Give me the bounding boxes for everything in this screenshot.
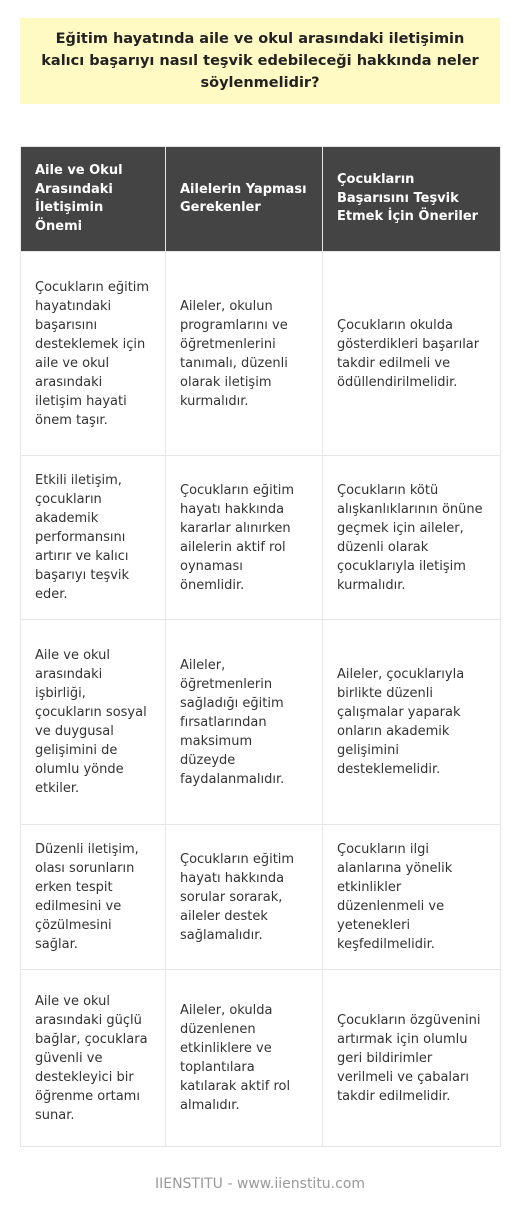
table-row <box>21 970 501 1147</box>
table-cell: Çocukların kötü alışkanlıklarının önüne geçmek için aileler, düzenli olarak çocuklarıyla iletişim kurmalıdır. <box>323 456 501 620</box>
table-cell: Çocukların eğitim hayatındaki başarısını desteklemek için aile ve okul arasındaki iletişim hayati önem taşır. <box>21 252 166 456</box>
table-cell: Aileler, öğretmenlerin sağladığı eğitim fırsatlarından maksimum düzeyde faydalanmalıdır. <box>166 620 323 825</box>
table-cell: Aileler, okulun programlarını ve öğretmenlerini tanımalı, düzenli olarak iletişim kurmalıdır. <box>166 252 323 456</box>
page-title: Eğitim hayatında aile ve okul arasındaki iletişimin kalıcı başarıyı nasıl teşvik edebileceği hakkında neler söylenmelidir? <box>41 31 479 91</box>
info-table <box>20 146 501 1147</box>
table-cell: Etkili iletişim, çocukların akademik performansını artırır ve kalıcı başarıyı teşvik eder. <box>21 456 166 620</box>
title-banner <box>20 18 500 104</box>
column-header-suggestions: Çocukların Başarısını Teşvik Etmek İçin Öneriler <box>323 147 501 252</box>
table-cell: Çocukların ilgi alanlarına yönelik etkinlikler düzenlenmeli ve yetenekleri keşfedilmelidir. <box>323 825 501 970</box>
table-row <box>21 252 501 456</box>
table-cell: Aileler, çocuklarıyla birlikte düzenli çalışmalar yaparak onların akademik gelişimini desteklemelidir. <box>323 620 501 825</box>
column-header-family-duties: Ailelerin Yapması Gerekenler <box>166 147 323 252</box>
table-cell: Aileler, okulda düzenlenen etkinliklere ve toplantılara katılarak aktif rol almalıdır. <box>166 970 323 1147</box>
column-header-importance: Aile ve Okul Arasındaki İletişimin Önemi <box>21 147 166 252</box>
table-cell: Aile ve okul arasındaki işbirliği, çocukların sosyal ve duygusal gelişimini de olumlu yönde etkiler. <box>21 620 166 825</box>
table-cell: Çocukların eğitim hayatı hakkında kararlar alınırken ailelerin aktif rol oynaması önemlidir. <box>166 456 323 620</box>
footer-credit: IIENSTITU - www.iienstitu.com <box>154 1176 366 1192</box>
table-header-row <box>21 147 501 252</box>
table-cell: Aile ve okul arasındaki güçlü bağlar, çocuklara güvenli ve destekleyici bir öğrenme ortamı sunar. <box>21 970 166 1147</box>
table-row <box>21 456 501 620</box>
table-row <box>21 620 501 825</box>
table-cell: Çocukların özgüvenini artırmak için olumlu geri bildirimler verilmeli ve çabaları takdir edilmelidir. <box>323 970 501 1147</box>
table-cell: Düzenli iletişim, olası sorunların erken tespit edilmesini ve çözülmesini sağlar. <box>21 825 166 970</box>
table-cell: Çocukların eğitim hayatı hakkında sorular sorarak, aileler destek sağlamalıdır. <box>166 825 323 970</box>
table-cell: Çocukların okulda gösterdikleri başarılar takdir edilmeli ve ödüllendirilmelidir. <box>323 252 501 456</box>
table-row <box>21 825 501 970</box>
